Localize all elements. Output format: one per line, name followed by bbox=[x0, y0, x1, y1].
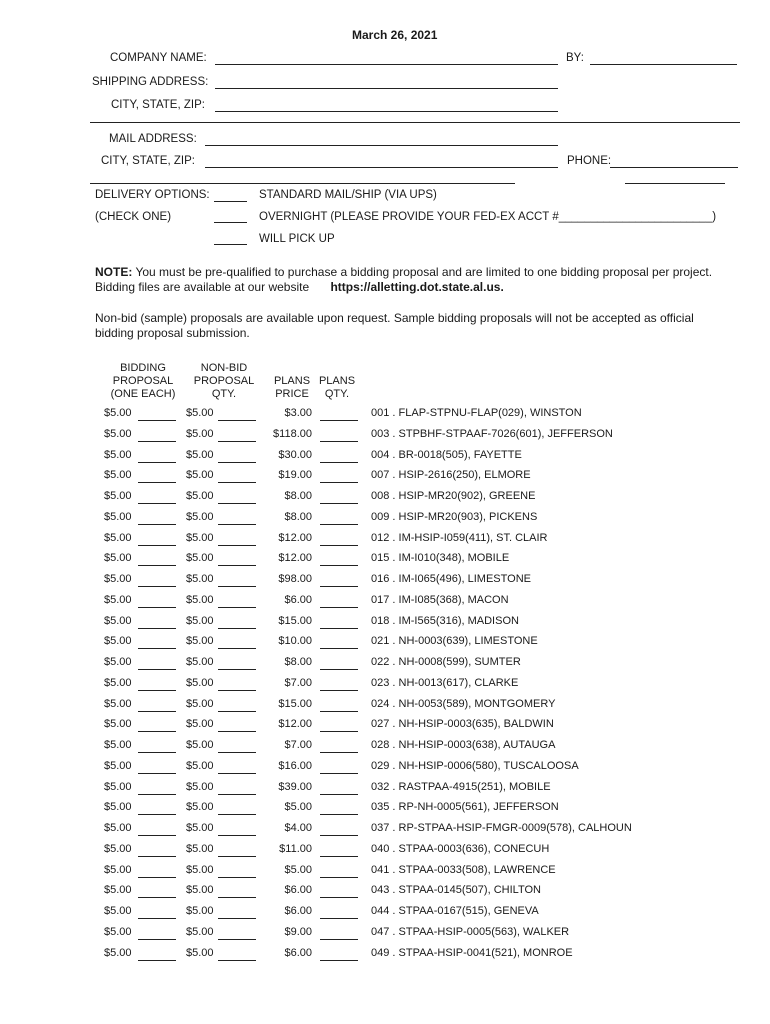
bidding-price: $5.00 bbox=[104, 573, 132, 585]
header-nonbid-line1: NON-BID bbox=[200, 362, 248, 374]
nonbid-qty-field[interactable] bbox=[218, 752, 256, 753]
header-nonbid-line2: PROPOSAL bbox=[193, 375, 255, 387]
project-name: 037 . RP-STPAA-HSIP-FMGR-0009(578), CALHOUN bbox=[371, 822, 632, 834]
bidding-qty-field[interactable] bbox=[138, 420, 176, 421]
nonbid-qty-field[interactable] bbox=[218, 773, 256, 774]
delivery-option-standard-checkbox[interactable] bbox=[214, 201, 247, 202]
plans-qty-field[interactable] bbox=[320, 420, 358, 421]
table-row bbox=[0, 947, 770, 967]
header-bidding-line1: BIDDING bbox=[120, 362, 166, 374]
bidding-qty-field[interactable] bbox=[138, 565, 176, 566]
project-name: 012 . IM-HSIP-I059(411), ST. CLAIR bbox=[371, 531, 548, 544]
nonbid-qty-field[interactable] bbox=[218, 545, 256, 546]
nonbid-price: $5.00 bbox=[186, 593, 214, 606]
plans-price: $12.00 bbox=[278, 718, 312, 731]
bidding-qty-field[interactable] bbox=[138, 814, 176, 815]
project-name: 049 . STPAA-HSIP-0041(521), MONROE bbox=[371, 946, 573, 959]
nonbid-qty-field[interactable] bbox=[218, 586, 256, 587]
shipping-address-label: SHIPPING ADDRESS: bbox=[92, 76, 209, 88]
plans-price: $15.00 bbox=[278, 614, 312, 627]
project-name: 016 . IM-I065(496), LIMESTONE bbox=[371, 573, 531, 585]
plans-qty-field[interactable] bbox=[320, 711, 358, 712]
bidding-price: $5.00 bbox=[104, 739, 132, 751]
table-row bbox=[0, 594, 770, 614]
bidding-qty-field[interactable] bbox=[138, 731, 176, 732]
project-name: 007 . HSIP-2616(250), ELMORE bbox=[371, 469, 531, 482]
plans-price: $3.00 bbox=[284, 407, 312, 419]
bidding-qty-field[interactable] bbox=[138, 462, 176, 463]
project-name: 044 . STPAA-0167(515), GENEVA bbox=[371, 905, 539, 917]
note-label: NOTE: bbox=[95, 265, 133, 279]
nonbid-qty-field[interactable] bbox=[218, 960, 256, 961]
bidding-price: $5.00 bbox=[104, 780, 132, 793]
bidding-price: $5.00 bbox=[104, 905, 132, 917]
header-plans-qty-line1: PLANS bbox=[318, 375, 356, 387]
nonbid-qty-field[interactable] bbox=[218, 441, 256, 442]
header-plans-price-line2: PRICE bbox=[275, 388, 309, 400]
section-divider bbox=[90, 122, 740, 123]
nonbid-price: $5.00 bbox=[186, 427, 214, 440]
bidding-price: $5.00 bbox=[104, 614, 132, 627]
nonbid-qty-field[interactable] bbox=[218, 731, 256, 732]
bidding-qty-field[interactable] bbox=[138, 897, 176, 898]
plans-price: $11.00 bbox=[279, 842, 312, 855]
nonbid-price: $5.00 bbox=[186, 780, 214, 793]
nonbid-price: $5.00 bbox=[186, 573, 214, 585]
table-row bbox=[0, 864, 770, 884]
project-name: 015 . IM-I010(348), MOBILE bbox=[371, 552, 510, 565]
nonbid-price: $5.00 bbox=[186, 884, 214, 897]
plans-price: $6.00 bbox=[284, 905, 312, 917]
plans-qty-field[interactable] bbox=[320, 690, 358, 691]
plans-price: $9.00 bbox=[284, 925, 312, 938]
phone-field[interactable] bbox=[610, 167, 738, 168]
bidding-qty-field[interactable] bbox=[138, 482, 176, 483]
plans-price: $30.00 bbox=[278, 448, 312, 461]
bidding-qty-field[interactable] bbox=[138, 669, 176, 670]
bidding-qty-field[interactable] bbox=[138, 524, 176, 525]
table-row bbox=[0, 822, 770, 842]
plans-qty-field[interactable] bbox=[320, 565, 358, 566]
nonbid-price: $5.00 bbox=[186, 531, 214, 544]
bidding-qty-field[interactable] bbox=[138, 586, 176, 587]
nonbid-qty-field[interactable] bbox=[218, 877, 256, 878]
plans-qty-field[interactable] bbox=[320, 669, 358, 670]
plans-price: $7.00 bbox=[284, 676, 312, 689]
bidding-qty-field[interactable] bbox=[138, 877, 176, 878]
plans-qty-field[interactable] bbox=[320, 731, 358, 732]
nonbid-qty-field[interactable] bbox=[218, 690, 256, 691]
table-row bbox=[0, 926, 770, 946]
bidding-price: $5.00 bbox=[104, 925, 132, 938]
table-row bbox=[0, 615, 770, 635]
bidding-qty-field[interactable] bbox=[138, 939, 176, 940]
nonbid-qty-field[interactable] bbox=[218, 524, 256, 525]
plans-price: $6.00 bbox=[284, 884, 312, 897]
plans-price: $8.00 bbox=[284, 510, 312, 523]
header-bidding-proposal bbox=[100, 362, 186, 401]
nonbid-qty-field[interactable] bbox=[218, 648, 256, 649]
nonbid-qty-field[interactable] bbox=[218, 669, 256, 670]
nonbid-qty-field[interactable] bbox=[218, 814, 256, 815]
project-name: 043 . STPAA-0145(507), CHILTON bbox=[371, 884, 541, 897]
header-nonbid-line3: QTY. bbox=[211, 388, 237, 400]
plans-price: $6.00 bbox=[284, 593, 312, 606]
nonbid-price: $5.00 bbox=[186, 697, 214, 710]
nonbid-price: $5.00 bbox=[186, 656, 214, 668]
nonbid-qty-field[interactable] bbox=[218, 565, 256, 566]
document-date: March 26, 2021 bbox=[352, 28, 438, 42]
delivery-option-pickup: WILL PICK UP bbox=[259, 233, 335, 245]
plans-price: $8.00 bbox=[284, 656, 312, 668]
by-field[interactable] bbox=[590, 64, 737, 65]
table-row bbox=[0, 490, 770, 510]
website-link[interactable]: https://alletting.dot.state.al.us. bbox=[330, 280, 504, 294]
nonbid-price: $5.00 bbox=[186, 635, 214, 648]
nonbid-qty-field[interactable] bbox=[218, 897, 256, 898]
nonbid-price: $5.00 bbox=[186, 739, 214, 751]
plans-price: $15.00 bbox=[278, 697, 312, 710]
nonbid-qty-field[interactable] bbox=[218, 939, 256, 940]
plans-qty-field[interactable] bbox=[320, 877, 358, 878]
bidding-qty-field[interactable] bbox=[138, 711, 176, 712]
project-name: 017 . IM-I085(368), MACON bbox=[371, 593, 509, 606]
plans-qty-field[interactable] bbox=[320, 462, 358, 463]
bidding-price: $5.00 bbox=[104, 718, 132, 731]
project-name: 021 . NH-0003(639), LIMESTONE bbox=[371, 635, 538, 648]
bidding-price: $5.00 bbox=[104, 801, 132, 814]
bidding-price: $5.00 bbox=[104, 759, 132, 772]
project-name: 032 . RASTPAA-4915(251), MOBILE bbox=[371, 780, 551, 793]
company-name-label: COMPANY NAME: bbox=[110, 52, 207, 64]
bidding-qty-field[interactable] bbox=[138, 607, 176, 608]
plans-price: $16.00 bbox=[278, 759, 312, 772]
header-plans-qty-line2: QTY. bbox=[324, 388, 350, 400]
delivery-option-overnight-checkbox[interactable] bbox=[214, 222, 247, 223]
nonbid-price: $5.00 bbox=[186, 407, 214, 419]
table-row bbox=[0, 698, 770, 718]
plans-price: $19.00 bbox=[278, 469, 312, 482]
plans-price: $4.00 bbox=[284, 822, 312, 834]
mail-city-state-zip-label: CITY, STATE, ZIP: bbox=[101, 155, 195, 167]
plans-qty-field[interactable] bbox=[320, 897, 358, 898]
table-row bbox=[0, 884, 770, 904]
bidding-qty-field[interactable] bbox=[138, 441, 176, 442]
nonbid-price: $5.00 bbox=[186, 510, 214, 523]
nonbid-price: $5.00 bbox=[186, 759, 214, 772]
nonbid-price: $5.00 bbox=[186, 863, 214, 876]
plans-price: $5.00 bbox=[284, 801, 312, 814]
bidding-price: $5.00 bbox=[104, 884, 132, 897]
bidding-price: $5.00 bbox=[104, 946, 132, 959]
nonbid-price: $5.00 bbox=[186, 946, 214, 959]
plans-qty-field[interactable] bbox=[320, 545, 358, 546]
bidding-qty-field[interactable] bbox=[138, 690, 176, 691]
nonbid-price: $5.00 bbox=[186, 490, 214, 502]
project-name: 041 . STPAA-0033(508), LAWRENCE bbox=[371, 863, 556, 876]
table-row bbox=[0, 407, 770, 427]
table-row bbox=[0, 677, 770, 697]
project-name: 047 . STPAA-HSIP-0005(563), WALKER bbox=[371, 925, 570, 938]
project-name: 024 . NH-0053(589), MONTGOMERY bbox=[371, 697, 556, 710]
table-row bbox=[0, 469, 770, 489]
project-name: 028 . NH-HSIP-0003(638), AUTAUGA bbox=[371, 739, 556, 751]
bidding-qty-field[interactable] bbox=[138, 545, 176, 546]
table-row bbox=[0, 760, 770, 780]
plans-qty-field[interactable] bbox=[320, 939, 358, 940]
nonbid-price: $5.00 bbox=[186, 469, 214, 482]
nonbid-qty-field[interactable] bbox=[218, 628, 256, 629]
nonbid-qty-field[interactable] bbox=[218, 503, 256, 504]
bidding-qty-field[interactable] bbox=[138, 856, 176, 857]
plans-price: $5.00 bbox=[284, 863, 312, 876]
bidding-qty-field[interactable] bbox=[138, 752, 176, 753]
project-name: 040 . STPAA-0003(636), CONECUH bbox=[371, 842, 550, 855]
city-state-zip-field[interactable] bbox=[215, 111, 558, 112]
plans-price: $12.00 bbox=[278, 531, 312, 544]
delivery-option-standard: STANDARD MAIL/SHIP (VIA UPS) bbox=[259, 189, 437, 201]
bidding-price: $5.00 bbox=[104, 593, 132, 606]
nonbid-qty-field[interactable] bbox=[218, 918, 256, 919]
project-name: 023 . NH-0013(617), CLARKE bbox=[371, 676, 519, 689]
project-name: 027 . NH-HSIP-0003(635), BALDWIN bbox=[371, 718, 554, 731]
bidding-price: $5.00 bbox=[104, 531, 132, 544]
plans-qty-field[interactable] bbox=[320, 628, 358, 629]
delivery-options-label: DELIVERY OPTIONS: bbox=[95, 189, 210, 201]
nonbid-price: $5.00 bbox=[186, 614, 214, 627]
nonbid-qty-field[interactable] bbox=[218, 462, 256, 463]
table-row bbox=[0, 781, 770, 801]
plans-price: $118.00 bbox=[273, 427, 312, 440]
table-row bbox=[0, 718, 770, 738]
by-label: BY: bbox=[566, 52, 584, 64]
plans-qty-field[interactable] bbox=[320, 960, 358, 961]
plans-price: $98.00 bbox=[278, 573, 312, 585]
header-plans-price bbox=[268, 375, 316, 401]
plans-qty-field[interactable] bbox=[320, 856, 358, 857]
table-row bbox=[0, 801, 770, 821]
table-row bbox=[0, 449, 770, 469]
plans-qty-field[interactable] bbox=[320, 482, 358, 483]
project-name: 008 . HSIP-MR20(902), GREENE bbox=[371, 490, 536, 502]
phone-label: PHONE: bbox=[567, 155, 612, 167]
header-bidding-line2: PROPOSAL bbox=[112, 375, 174, 387]
plans-qty-field[interactable] bbox=[320, 752, 358, 753]
bidding-qty-field[interactable] bbox=[138, 794, 176, 795]
nonbid-price: $5.00 bbox=[186, 552, 214, 565]
bidding-price: $5.00 bbox=[104, 407, 132, 419]
note-text: You must be pre-qualified to purchase a bidding proposal and are limited to one bidding proposal per project. Bidding files are available at our website bbox=[95, 265, 713, 294]
shipping-address-field[interactable] bbox=[215, 88, 558, 89]
bidding-qty-field[interactable] bbox=[138, 960, 176, 961]
bidding-price: $5.00 bbox=[104, 448, 132, 461]
table-row bbox=[0, 656, 770, 676]
table-row bbox=[0, 905, 770, 925]
header-plans-price-line1: PLANS bbox=[273, 375, 311, 387]
project-name: 003 . STPBHF-STPAAF-7026(601), JEFFERSON bbox=[371, 427, 613, 440]
bidding-qty-field[interactable] bbox=[138, 503, 176, 504]
project-name: 001 . FLAP-STPNU-FLAP(029), WINSTON bbox=[371, 407, 582, 419]
nonbid-price: $5.00 bbox=[186, 718, 214, 731]
table-row bbox=[0, 532, 770, 552]
bidding-price: $5.00 bbox=[104, 822, 132, 834]
project-name: 035 . RP-NH-0005(561), JEFFERSON bbox=[371, 801, 559, 814]
table-row bbox=[0, 428, 770, 448]
nonbid-price: $5.00 bbox=[186, 905, 214, 917]
table-row bbox=[0, 511, 770, 531]
section-divider-2b bbox=[625, 183, 725, 184]
check-one-label: (CHECK ONE) bbox=[95, 211, 172, 223]
project-name: 029 . NH-HSIP-0006(580), TUSCALOOSA bbox=[371, 759, 579, 772]
nonbid-qty-field[interactable] bbox=[218, 794, 256, 795]
table-row bbox=[0, 843, 770, 863]
plans-qty-field[interactable] bbox=[320, 503, 358, 504]
plans-price: $8.00 bbox=[284, 490, 312, 502]
bidding-qty-field[interactable] bbox=[138, 773, 176, 774]
header-nonbid-proposal bbox=[186, 362, 262, 401]
section-divider-2 bbox=[90, 183, 515, 184]
plans-qty-field[interactable] bbox=[320, 814, 358, 815]
nonbid-qty-field[interactable] bbox=[218, 607, 256, 608]
bidding-qty-field[interactable] bbox=[138, 648, 176, 649]
project-name: 004 . BR-0018(505), FAYETTE bbox=[371, 448, 522, 461]
mail-address-label: MAIL ADDRESS: bbox=[109, 133, 197, 145]
bidding-price: $5.00 bbox=[104, 842, 132, 855]
nonbid-price: $5.00 bbox=[186, 842, 214, 855]
bidding-qty-field[interactable] bbox=[138, 835, 176, 836]
nonbid-note: Non-bid (sample) proposals are available upon request. Sample bidding proposals will not be accepted as official bidding proposal submission. bbox=[95, 311, 694, 340]
bidding-price: $5.00 bbox=[104, 656, 132, 668]
nonbid-price: $5.00 bbox=[186, 676, 214, 689]
nonbid-price: $5.00 bbox=[186, 448, 214, 461]
nonbid-qty-field[interactable] bbox=[218, 835, 256, 836]
bidding-qty-field[interactable] bbox=[138, 628, 176, 629]
header-plans-qty bbox=[317, 375, 357, 401]
bidding-price: $5.00 bbox=[104, 676, 132, 689]
project-name: 018 . IM-I565(316), MADISON bbox=[371, 614, 519, 627]
bidding-price: $5.00 bbox=[104, 469, 132, 482]
table-row bbox=[0, 573, 770, 593]
header-bidding-line3: (ONE EACH) bbox=[110, 388, 176, 400]
plans-qty-field[interactable] bbox=[320, 918, 358, 919]
project-name: 009 . HSIP-MR20(903), PICKENS bbox=[371, 510, 538, 523]
bidding-price: $5.00 bbox=[104, 427, 132, 440]
delivery-option-pickup-checkbox[interactable] bbox=[214, 244, 247, 245]
bidding-price: $5.00 bbox=[104, 552, 132, 565]
table-row bbox=[0, 739, 770, 759]
note-paragraph bbox=[95, 265, 715, 295]
table-row bbox=[0, 552, 770, 572]
mail-address-field[interactable] bbox=[205, 145, 558, 146]
nonbid-qty-field[interactable] bbox=[218, 482, 256, 483]
plans-qty-field[interactable] bbox=[320, 773, 358, 774]
plans-price: $7.00 bbox=[284, 739, 312, 751]
plans-price: $10.00 bbox=[278, 635, 312, 648]
plans-qty-field[interactable] bbox=[320, 586, 358, 587]
bidding-price: $5.00 bbox=[104, 635, 132, 648]
plans-price: $6.00 bbox=[284, 946, 312, 959]
nonbid-qty-field[interactable] bbox=[218, 420, 256, 421]
bidding-price: $5.00 bbox=[104, 697, 132, 710]
city-state-zip-label: CITY, STATE, ZIP: bbox=[111, 99, 205, 111]
bidding-price: $5.00 bbox=[104, 490, 132, 502]
bidding-price: $5.00 bbox=[104, 510, 132, 523]
plans-price: $39.00 bbox=[278, 780, 312, 793]
table-row bbox=[0, 635, 770, 655]
plans-qty-field[interactable] bbox=[320, 794, 358, 795]
plans-qty-field[interactable] bbox=[320, 835, 358, 836]
nonbid-price: $5.00 bbox=[186, 925, 214, 938]
nonbid-price: $5.00 bbox=[186, 801, 214, 814]
nonbid-price: $5.00 bbox=[186, 822, 214, 834]
plans-qty-field[interactable] bbox=[320, 607, 358, 608]
company-name-field[interactable] bbox=[215, 64, 558, 65]
nonbid-qty-field[interactable] bbox=[218, 711, 256, 712]
nonbid-qty-field[interactable] bbox=[218, 856, 256, 857]
plans-qty-field[interactable] bbox=[320, 524, 358, 525]
delivery-option-overnight: OVERNIGHT (PLEASE PROVIDE YOUR FED-EX ACCT #________________________) bbox=[259, 211, 717, 223]
bidding-qty-field[interactable] bbox=[138, 918, 176, 919]
plans-qty-field[interactable] bbox=[320, 648, 358, 649]
bidding-price: $5.00 bbox=[104, 863, 132, 876]
mail-city-state-zip-field[interactable] bbox=[205, 167, 558, 168]
project-name: 022 . NH-0008(599), SUMTER bbox=[371, 656, 521, 668]
plans-qty-field[interactable] bbox=[320, 441, 358, 442]
plans-price: $12.00 bbox=[278, 552, 312, 565]
